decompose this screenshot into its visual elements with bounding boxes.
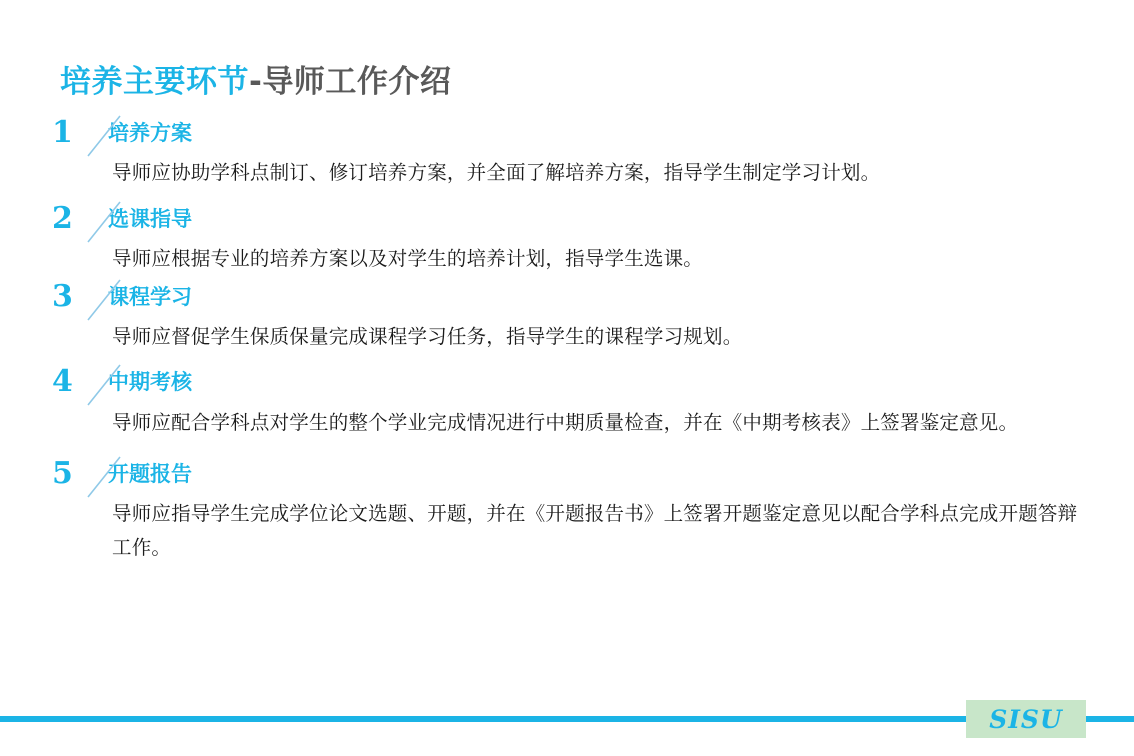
item-number: 3: [52, 278, 73, 314]
item-body: 导师应配合学科点对学生的整个学业完成情况进行中期质量检查，并在《中期考核表》上签署鉴定意见。: [112, 410, 1019, 434]
item-body: 导师应指导学生完成学位论文选题、开题，并在《开题报告书》上签署开题鉴定意见以配合学科点完成开题答辩工作。: [112, 502, 1078, 559]
list-item: [0, 115, 1134, 190]
item-number: 4: [52, 364, 73, 400]
slash-decoration-icon: [86, 455, 128, 499]
slash-decoration-icon: [86, 363, 128, 407]
item-number: 5: [52, 456, 73, 492]
list-item: [0, 278, 1134, 354]
list-item: [0, 456, 1134, 564]
item-number: 2: [52, 200, 73, 236]
footer-divider: [0, 716, 1134, 722]
slash-decoration-icon: [86, 114, 128, 158]
item-heading: 开题报告: [108, 462, 192, 487]
item-heading: 中期考核: [108, 370, 192, 395]
slash-decoration-icon: [86, 278, 128, 322]
item-list: [0, 115, 1134, 564]
logo: [966, 700, 1086, 738]
item-heading: 培养方案: [108, 121, 192, 145]
item-body: 导师应督促学生保质保量完成课程学习任务，指导学生的课程学习规划。: [112, 324, 743, 348]
item-body: 导师应协助学科点制订、修订培养方案，并全面了解培养方案，指导学生制定学习计划。: [112, 161, 881, 185]
page-title-sub: 导师工作介绍: [262, 64, 452, 100]
item-body: 导师应根据专业的培养方案以及对学生的培养计划，指导学生选课。: [112, 247, 704, 271]
item-heading: 选课指导: [108, 206, 192, 231]
list-item: [0, 200, 1134, 276]
logo-text: SISU: [989, 704, 1063, 734]
item-number: 1: [52, 115, 73, 150]
slash-decoration-icon: [86, 200, 128, 244]
page-title-dash: -: [249, 64, 263, 100]
list-item: [0, 364, 1134, 439]
item-heading: 课程学习: [108, 284, 192, 309]
page-title: [60, 56, 451, 101]
page-title-main: 培养主要环节: [60, 64, 249, 100]
